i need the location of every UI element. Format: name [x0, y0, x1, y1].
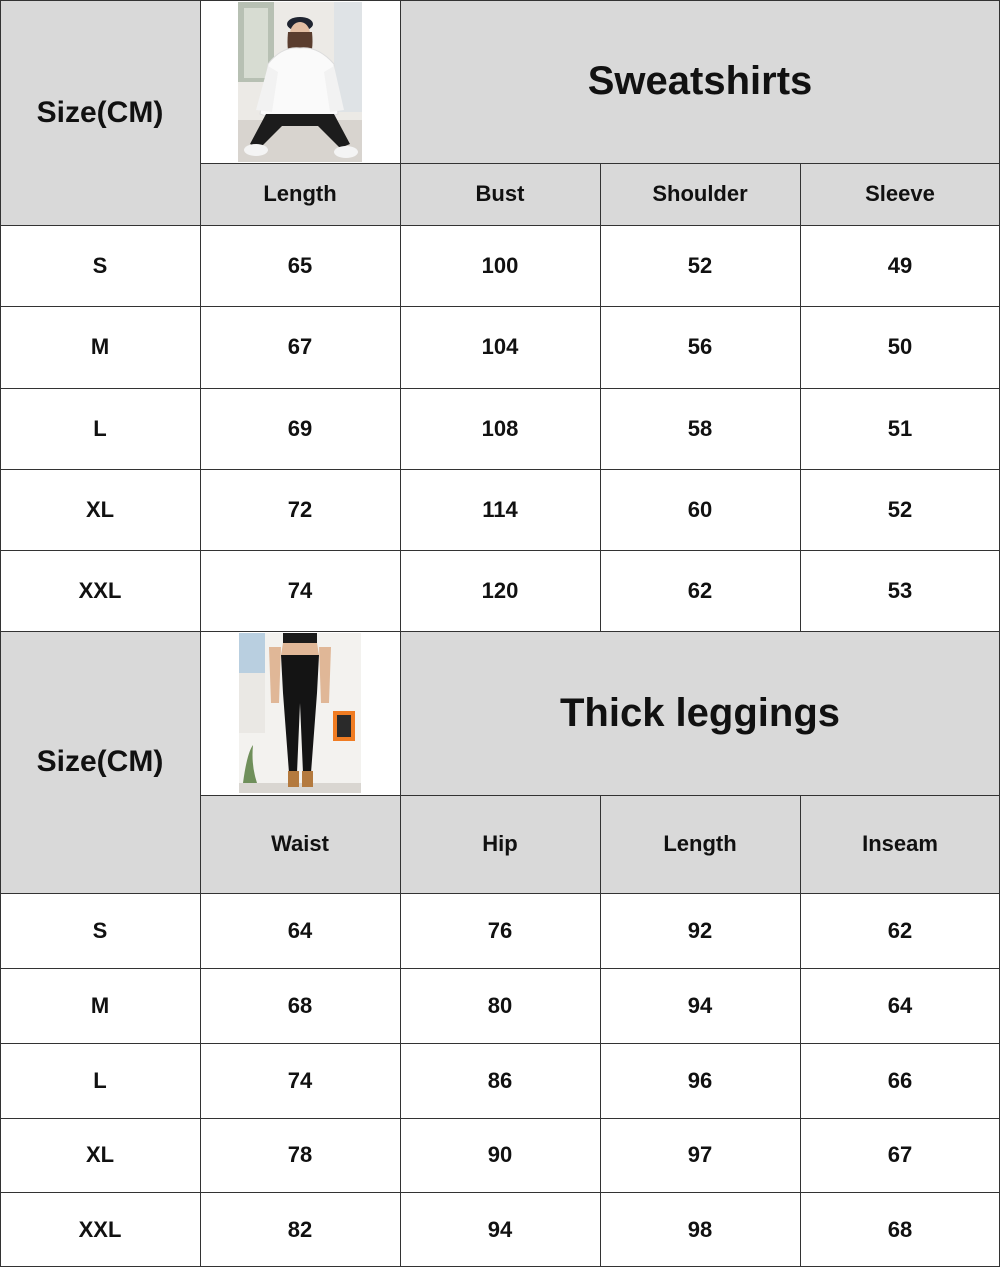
table-cell: 114 — [400, 469, 600, 550]
grid-line — [800, 163, 801, 631]
row-size-label: XXL — [0, 1192, 200, 1267]
column-header: Shoulder — [600, 163, 800, 225]
table-cell: 52 — [600, 225, 800, 306]
table-cell: 94 — [400, 1192, 600, 1267]
row-size-label: L — [0, 1043, 200, 1118]
grid-line — [200, 0, 201, 631]
row-size-label: S — [0, 893, 200, 968]
column-header: Sleeve — [800, 163, 1000, 225]
table-cell: 51 — [800, 388, 1000, 469]
table-cell: 97 — [600, 1118, 800, 1192]
row-size-label: XL — [0, 1118, 200, 1192]
sweatshirt-model-photo — [238, 2, 362, 162]
table-cell: 49 — [800, 225, 1000, 306]
table-cell: 65 — [200, 225, 400, 306]
table-cell: 78 — [200, 1118, 400, 1192]
grid-line — [0, 631, 1, 1267]
grid-line — [0, 1192, 1000, 1193]
grid-line — [0, 306, 1000, 307]
table-cell: 82 — [200, 1192, 400, 1267]
grid-line — [0, 1118, 1000, 1119]
table-cell: 67 — [200, 306, 400, 388]
grid-line — [0, 550, 1000, 551]
table-cell: 64 — [200, 893, 400, 968]
table-title: Thick leggings — [400, 631, 1000, 795]
size-header: Size(CM) — [0, 0, 200, 225]
table-cell: 94 — [600, 968, 800, 1043]
table-cell: 62 — [800, 893, 1000, 968]
table-cell: 74 — [200, 550, 400, 631]
column-header: Hip — [400, 795, 600, 893]
table-cell: 108 — [400, 388, 600, 469]
table-cell: 68 — [200, 968, 400, 1043]
size-header: Size(CM) — [0, 631, 200, 893]
column-header: Length — [600, 795, 800, 893]
table-cell: 74 — [200, 1043, 400, 1118]
grid-line — [400, 631, 401, 1267]
column-header: Length — [200, 163, 400, 225]
table-cell: 69 — [200, 388, 400, 469]
table-cell: 76 — [400, 893, 600, 968]
table-cell: 98 — [600, 1192, 800, 1267]
table-cell: 52 — [800, 469, 1000, 550]
grid-line — [600, 795, 601, 1267]
row-size-label: XXL — [0, 550, 200, 631]
table-cell: 104 — [400, 306, 600, 388]
table-cell: 86 — [400, 1043, 600, 1118]
table-cell: 66 — [800, 1043, 1000, 1118]
table-cell: 92 — [600, 893, 800, 968]
grid-line — [0, 968, 1000, 969]
table-cell: 72 — [200, 469, 400, 550]
row-size-label: L — [0, 388, 200, 469]
table-cell: 90 — [400, 1118, 600, 1192]
table-cell: 96 — [600, 1043, 800, 1118]
table-cell: 100 — [400, 225, 600, 306]
table-cell: 67 — [800, 1118, 1000, 1192]
table-title: Sweatshirts — [400, 0, 1000, 163]
table-cell: 56 — [600, 306, 800, 388]
leggings-model-photo — [239, 633, 361, 793]
table-cell: 80 — [400, 968, 600, 1043]
table-cell: 60 — [600, 469, 800, 550]
grid-line — [0, 631, 1000, 632]
table-cell: 50 — [800, 306, 1000, 388]
grid-line — [400, 0, 401, 631]
grid-line — [200, 631, 201, 1267]
column-header: Bust — [400, 163, 600, 225]
table-cell: 64 — [800, 968, 1000, 1043]
table-cell: 120 — [400, 550, 600, 631]
row-size-label: XL — [0, 469, 200, 550]
grid-line — [0, 0, 1, 631]
row-size-label: M — [0, 306, 200, 388]
table-cell: 58 — [600, 388, 800, 469]
row-size-label: M — [0, 968, 200, 1043]
grid-line — [800, 795, 801, 1267]
grid-line — [0, 469, 1000, 470]
grid-line — [0, 388, 1000, 389]
table-cell: 53 — [800, 550, 1000, 631]
column-header: Inseam — [800, 795, 1000, 893]
column-header: Waist — [200, 795, 400, 893]
grid-line — [600, 163, 601, 631]
grid-line — [0, 893, 1000, 894]
grid-line — [0, 1043, 1000, 1044]
row-size-label: S — [0, 225, 200, 306]
table-cell: 68 — [800, 1192, 1000, 1267]
grid-line — [0, 0, 1000, 1]
table-cell: 62 — [600, 550, 800, 631]
grid-line — [0, 225, 1000, 226]
